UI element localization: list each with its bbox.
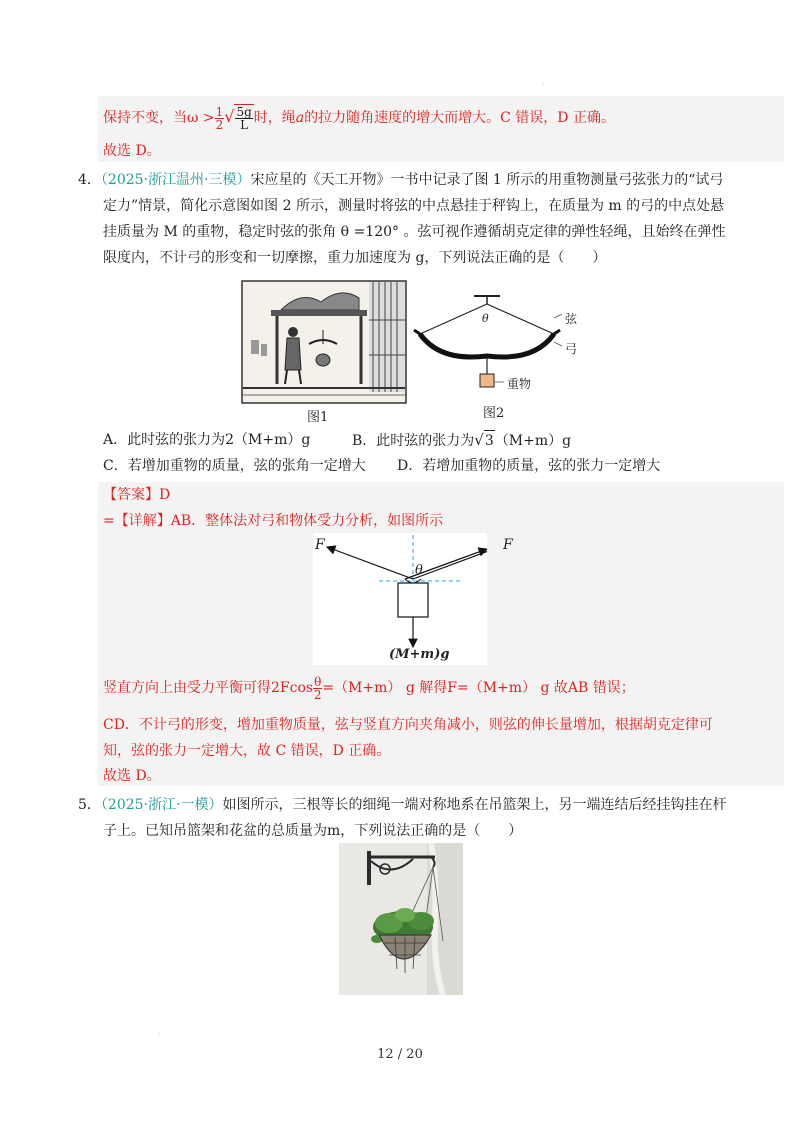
q5-number: 5． <box>78 797 101 813</box>
q4-stem-line4: 限度内，不计弓的形变和一切摩擦，重力加速度为 g，下列说法正确的是（ ） <box>103 250 607 266</box>
figure1-caption: 图1 <box>307 410 329 425</box>
q4-answer: 【答案】D <box>103 487 171 503</box>
force-label-f-right: F <box>503 537 513 553</box>
q4-option-c: C．若增加重物的质量，弦的张角一定增大 <box>103 458 366 474</box>
prev-solution-line1: 保持不变，当ω > $\frac{1}{2}$ √ $\frac{5g}{L}$ 时，绳a的拉力随角速度的增大而增大。C 错误，D 正确。 <box>103 104 615 132</box>
scan-dot: · <box>542 80 545 89</box>
q4-stem-line1: 4．（2025·浙江温州·三模）宋应星的《天工开物》一书中记录了图 1 所示的用重物测量弓弦张力的“试弓 <box>78 172 724 188</box>
hanging-basket-photo <box>339 843 463 995</box>
figure1-woodcut <box>241 280 407 406</box>
q4-analysis-line4: 知，弦的张力一定增大，故 C 错误，D 正确。 <box>103 743 391 759</box>
q4-analysis-line2: 竖直方向上由受力平衡可得2Fcos $\frac{\theta}{2}$ =（M+m） g 解得F=（M+m） g 故AB 错误； <box>103 674 635 702</box>
q4-number: 4． <box>78 172 101 188</box>
sqrt-5g-over-l: $\frac{5g}{L}$ <box>236 105 252 132</box>
fig2-weight-label: 重物 <box>507 377 532 391</box>
q5-stem-line2: 子上。已知吊篮架和花盆的总质量为m，下列说法正确的是（ ） <box>103 823 523 839</box>
q4-analysis-line5: 故选 D。 <box>103 768 161 784</box>
q4-analysis-line3: CD．不计弓的形变，增加重物质量，弦与竖直方向夹角减小，则弦的伸长量增加，根据胡克定律可 <box>103 717 713 733</box>
figure2-caption: 图2 <box>483 406 505 421</box>
q5-source: （2025·浙江·一模） <box>100 797 223 813</box>
force-label-weight: (M+m)g <box>389 647 450 662</box>
q4-source: （2025·浙江温州·三模） <box>100 172 251 188</box>
q5-stem-line1: 5．（2025·浙江·一模）如图所示，三根等长的细绳一端对称地系在吊篮架上，另一端连结后经挂钩挂在杆 <box>78 797 727 813</box>
q4-stem-line3: 挂质量为 M 的重物，稳定时弦的张角 θ =120° 。弦可视作遵循胡克定律的弹性轻绳，且始终在弹性 <box>103 224 726 240</box>
q4-option-a: A．此时弦的张力为2（M+m）g <box>103 432 311 448</box>
q4-option-d: D．若增加重物的质量，弦的张力一定增大 <box>397 458 661 474</box>
fig2-bow-label: 弓 <box>565 342 578 356</box>
scan-dot-bottom: · <box>158 1030 161 1039</box>
force-label-f-left: F <box>315 537 325 553</box>
fig2-theta-label: θ <box>482 312 489 325</box>
q4-stem-line2: 定力”情景，简化示意图如图 2 所示，测量时将弦的中点悬挂于秤钩上，在质量为 m 的弓的中点处悬 <box>103 198 725 214</box>
q4-option-b: B．此时弦的张力为√3（M+m）g <box>352 431 572 449</box>
force-label-theta: θ <box>415 563 423 578</box>
q4-analysis-line1: =【详解】AB．整体法对弓和物体受力分析，如图所示 <box>103 513 444 529</box>
page-number: 12 / 20 <box>377 1047 423 1062</box>
force-diagram <box>313 533 487 665</box>
fraction-half: $\frac{1}{2}$ <box>215 104 224 132</box>
prev-solution-line2: 故选 D。 <box>103 143 161 159</box>
fig2-string-label: 弦 <box>565 312 578 326</box>
